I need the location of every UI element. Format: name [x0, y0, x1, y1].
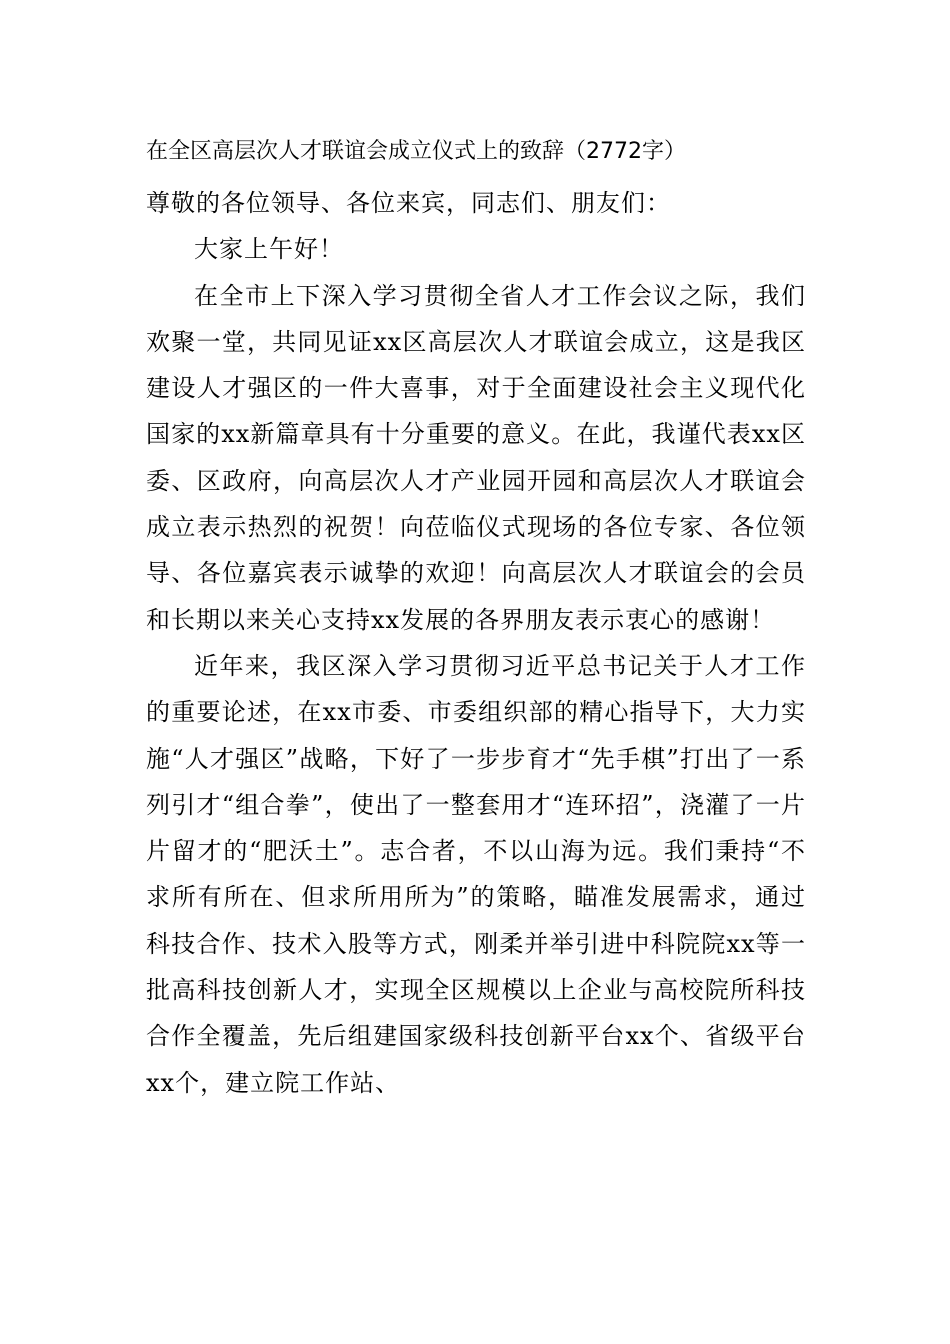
greeting: 大家上午好！: [194, 235, 344, 264]
paragraph-2: 近年来，我区深入学习贯彻习近平总书记关于人才工作的重要论述，在xx市委、市委组织部的精心指导下，大力实施“人才强区”战略，下好了一步步育才“先手棋”打出了一系列引才“组合拳”，使出了一整套用才“连环招”，浇灌了一片片留才的“肥沃土”。志合者，不以山海为远。我们秉持“不求所有所在、但求所用所为”的策略，瞄准发展需求，通过科技合作、技术入股等方式，刚柔并举引进中科院院xx等一批高科技创新人才，实现全区规模以上企业与高校院所科技合作全覆盖，先后组建国家级科技创新平台xx个、省级平台xx个，建立院工作站、: [146, 651, 806, 1097]
salutation: 尊敬的各位领导、各位来宾，同志们、朋友们：: [146, 189, 671, 217]
document-title: 在全区高层次人才联谊会成立仪式上的致辞（2772字）: [146, 139, 686, 164]
document-body: [146, 180, 806, 1106]
paragraph-1: 在全市上下深入学习贯彻全省人才工作会议之际，我们欢聚一堂，共同见证xx区高层次人才联谊会成立，这是我区建设人才强区的一件大喜事，对于全面建设社会主义现代化国家的xx新篇章具有十分重要的意义。在此，我谨代表xx区委、区政府，向高层次人才产业园开园和高层次人才联谊会成立表示热烈的祝贺！向莅临仪式现场的各位专家、各位领导、各位嘉宾表示诚挚的欢迎！向高层次人才联谊会的会员和长期以来关心支持xx发展的各界朋友表示衷心的感谢！: [146, 281, 806, 634]
